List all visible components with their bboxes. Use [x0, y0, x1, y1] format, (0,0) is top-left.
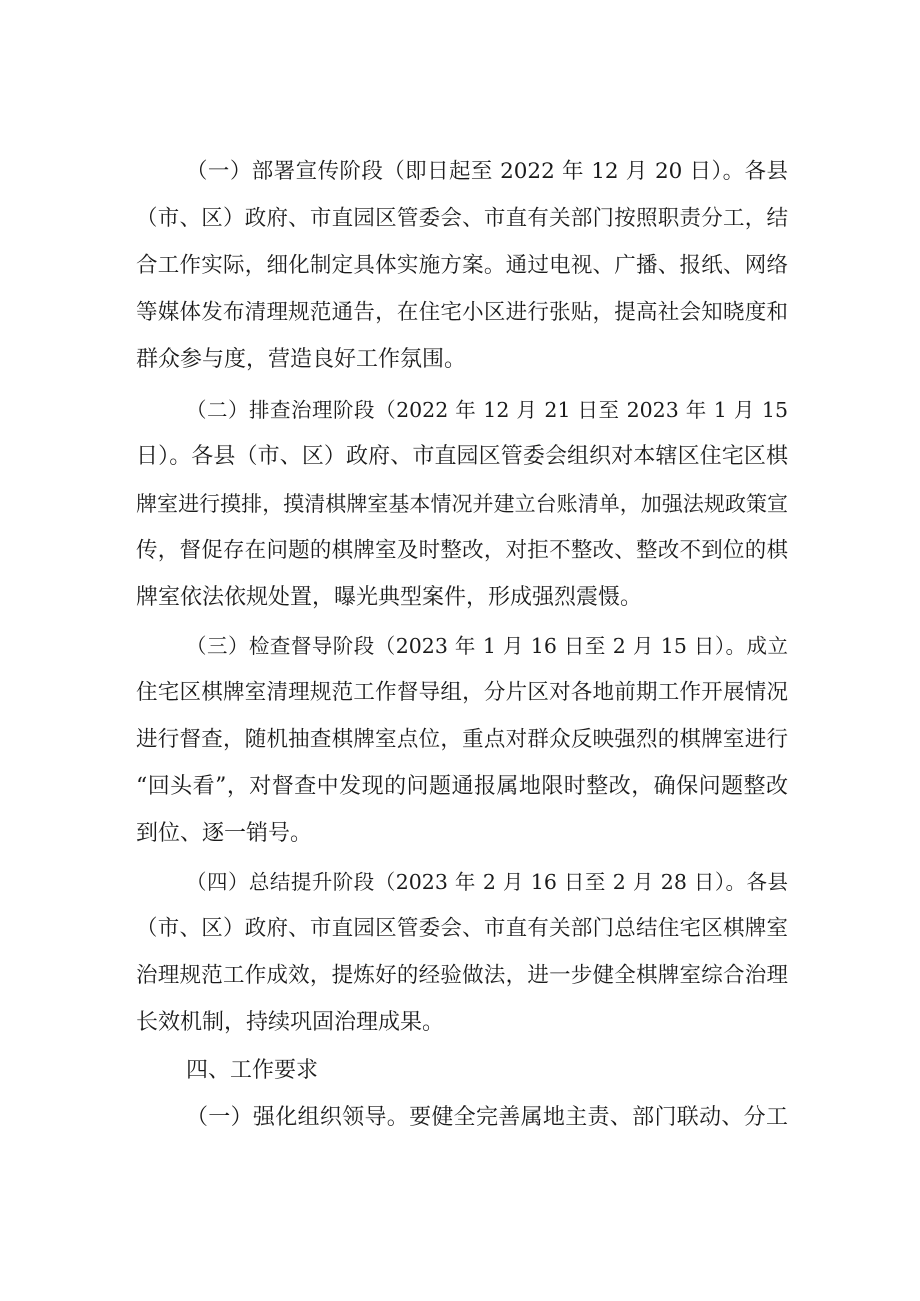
- paragraph-4-line-4: 长效机制，持续巩固治理成果。: [136, 1010, 445, 1035]
- paragraph-1-line-2: （市、区）政府、市直园区管委会、市直有关部门按照职责分工，结: [136, 206, 788, 231]
- section-heading: 四、工作要求: [186, 1058, 319, 1083]
- paragraph-3-line-3: 进行督查，随机抽查棋牌室点位，重点对群众反映强烈的棋牌室进行: [136, 727, 788, 752]
- paragraph-3-line-4: “回头看”，对督查中发现的问题通报属地限时整改，确保问题整改: [136, 774, 788, 799]
- paragraph-1-line-4: 等媒体发布清理规范通告，在住宅小区进行张贴，提高社会知晓度和: [136, 300, 788, 325]
- paragraph-2-line-4: 传，督促存在问题的棋牌室及时整改，对拒不整改、整改不到位的棋: [136, 538, 788, 563]
- paragraph-3-line-2: 住宅区棋牌室清理规范工作督导组，分片区对各地前期工作开展情况: [136, 680, 788, 705]
- paragraph-2-line-3: 牌室进行摸排，摸清棋牌室基本情况并建立台账清单，加强法规政策宣: [136, 492, 788, 516]
- paragraph-3-line-1: （三）检查督导阶段（2023 年 1 月 16 日至 2 月 15 日）。成立: [186, 634, 788, 658]
- paragraph-1-line-5: 群众参与度，营造良好工作氛围。: [136, 347, 467, 372]
- paragraph-2-line-5: 牌室依法依规处置，曝光典型案件，形成强烈震慑。: [136, 585, 643, 610]
- paragraph-2-line-1: （二）排查治理阶段（2022 年 12 月 21 日至 2023 年 1 月 15: [186, 398, 788, 422]
- paragraph-4-line-2: （市、区）政府、市直园区管委会、市直有关部门总结住宅区棋牌室: [136, 916, 788, 941]
- paragraph-5-line-1: （一）强化组织领导。要健全完善属地主责、部门联动、分工: [186, 1105, 788, 1130]
- paragraph-4-line-1: （四）总结提升阶段（2023 年 2 月 16 日至 2 月 28 日）。各县: [186, 870, 788, 894]
- paragraph-2-line-2: 日）。各县（市、区）政府、市直园区管委会组织对本辖区住宅区棋: [136, 444, 788, 469]
- paragraph-3-line-5: 到位、逐一销号。: [136, 821, 313, 846]
- paragraph-4-line-3: 治理规范工作成效，提炼好的经验做法，进一步健全棋牌室综合治理: [136, 963, 788, 988]
- paragraph-1-line-3: 合工作实际，细化制定具体实施方案。通过电视、广播、报纸、网络: [136, 253, 788, 278]
- paragraph-1-line-1: （一）部署宣传阶段（即日起至 2022 年 12 月 20 日）。各县: [186, 159, 788, 184]
